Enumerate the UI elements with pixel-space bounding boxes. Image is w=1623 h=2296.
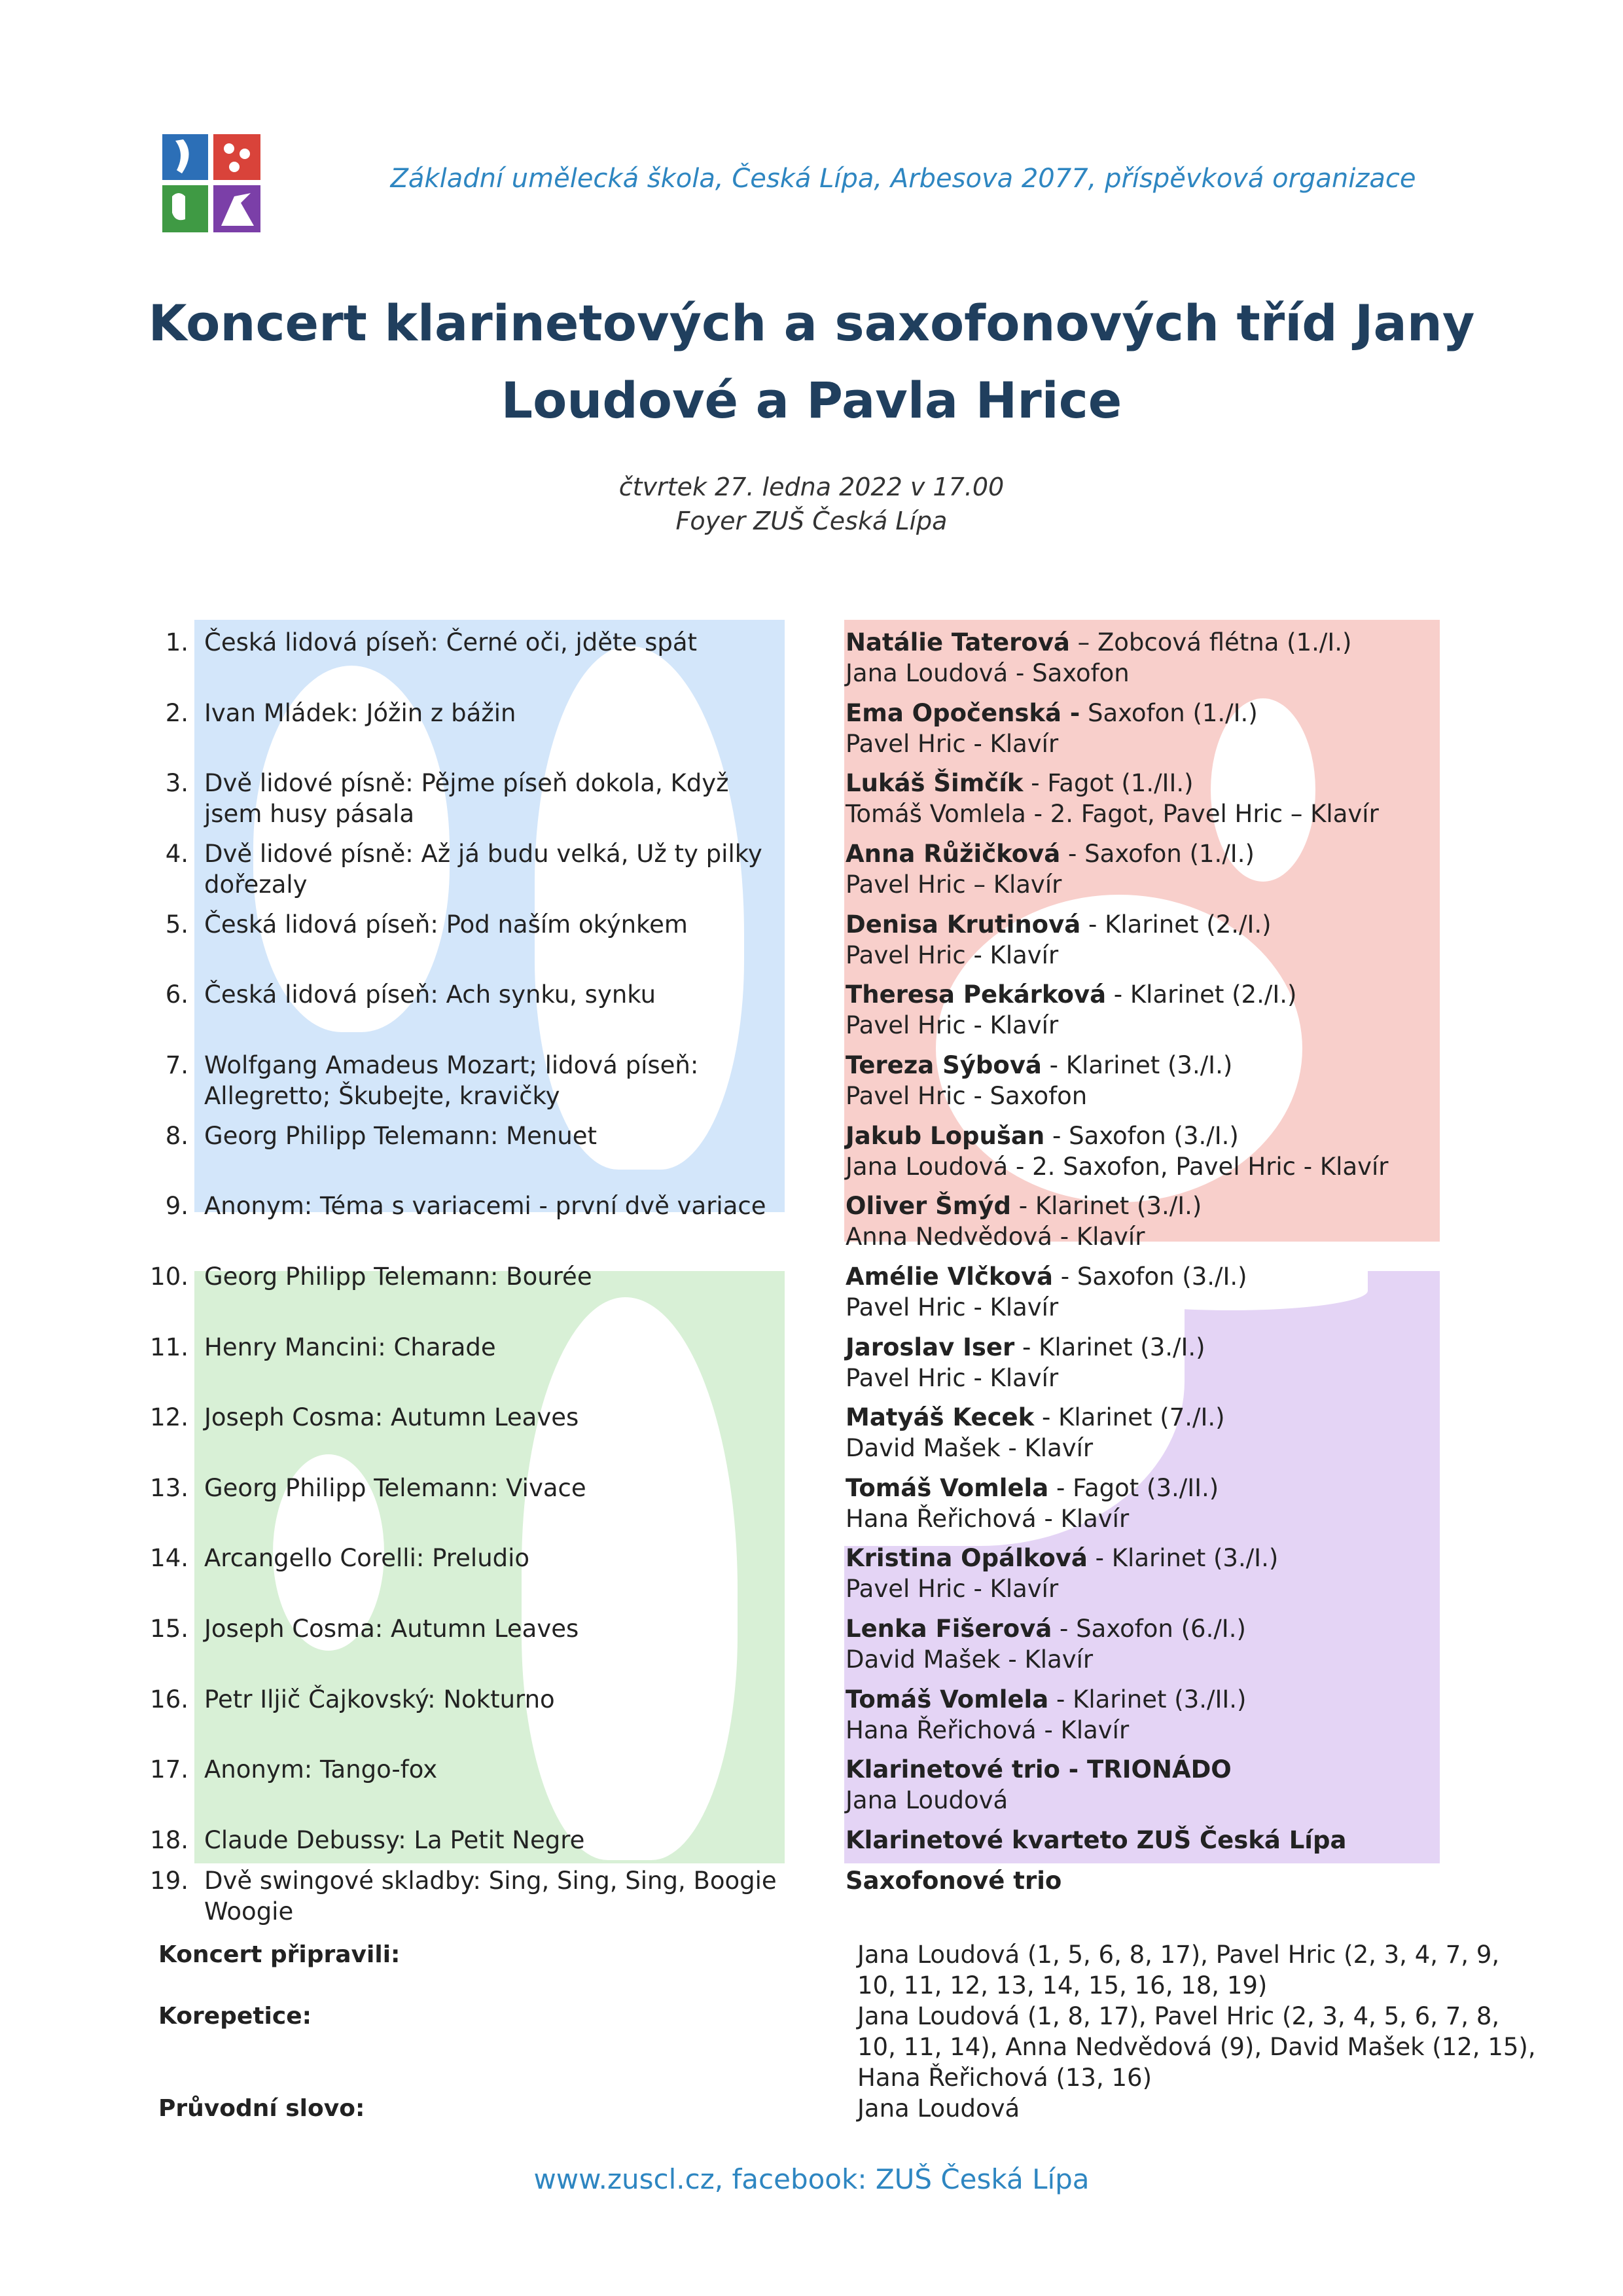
performer-block — [846, 1684, 1500, 1746]
narration-label: Průvodní slovo: — [158, 2095, 365, 2122]
performer-instrument: Klarinet (3./II.) — [1073, 1685, 1247, 1713]
separator: - — [1044, 1122, 1069, 1150]
performer-line — [846, 768, 1500, 798]
performer-block — [846, 909, 1500, 971]
performer-block — [846, 627, 1500, 689]
piece-title: Georg Philipp Telemann: Bourée — [204, 1263, 592, 1291]
performer-instrument: Saxofon (1./I.) — [1084, 840, 1255, 868]
performer-name: Lenka Fišerová — [846, 1615, 1052, 1643]
performer-line — [846, 1261, 1500, 1292]
piece-title: Henry Mancini: Charade — [204, 1333, 496, 1361]
piece-title: Claude Debussy: La Petit Negre — [204, 1826, 585, 1854]
piece-title: Joseph Cosma: Autumn Leaves — [204, 1615, 579, 1643]
concert-title: Koncert klarinetových a saxofonových tříd Jany Loudové a Pavla Hrice — [148, 294, 1475, 429]
accompanist-line: David Mašek - Klavír — [846, 1645, 1094, 1674]
performer-line — [846, 1613, 1500, 1644]
item-number: 17. — [150, 1755, 188, 1784]
separator: - — [1014, 1333, 1039, 1361]
piece-title: Dvě lidové písně: Až já budu velká, Už ty pilky dořezaly — [204, 840, 762, 899]
accompanist-line: Pavel Hric - Klavír — [846, 1575, 1059, 1603]
school-logo — [162, 134, 260, 232]
performer-instrument: Saxofon (6./I.) — [1076, 1615, 1246, 1643]
item-number: 18. — [150, 1826, 188, 1854]
performer-instrument: Fagot (3./II.) — [1073, 1474, 1219, 1502]
item-number: 4. — [165, 840, 188, 868]
performer-block — [846, 1402, 1500, 1463]
performer-line — [846, 698, 1500, 728]
performer-line — [846, 838, 1500, 869]
separator: - — [1060, 840, 1085, 868]
separator: - — [1041, 1051, 1066, 1079]
performer-name: Denisa Krutinová — [846, 910, 1081, 939]
accompanist-line: Pavel Hric - Klavír — [846, 730, 1059, 758]
performer-block — [846, 1613, 1500, 1675]
separator: - — [1106, 980, 1130, 1009]
separator: – — [1069, 628, 1097, 656]
performer-block — [846, 838, 1500, 900]
separator: - — [1048, 1685, 1073, 1713]
piece-title: Georg Philipp Telemann: Menuet — [204, 1122, 597, 1150]
performer-name: Oliver Šmýd — [846, 1192, 1011, 1220]
piece-title: Joseph Cosma: Autumn Leaves — [204, 1403, 579, 1431]
performer-instrument: Zobcová flétna (1./I.) — [1097, 628, 1352, 656]
piece-title: Arcangello Corelli: Preludio — [204, 1544, 530, 1572]
performer-instrument: Saxofon (3./I.) — [1077, 1263, 1247, 1291]
accompanist-line: Jana Loudová — [846, 1786, 1008, 1814]
accompaniment-label: Korepetice: — [158, 2003, 312, 2030]
performer-line — [846, 1332, 1500, 1363]
piece-title: Anonym: Tango-fox — [204, 1755, 438, 1784]
performer-block — [846, 1050, 1500, 1111]
performer-line — [846, 1754, 1500, 1785]
accompanist-line: Pavel Hric – Klavír — [846, 870, 1062, 899]
performer-line — [846, 979, 1500, 1010]
performer-name: Jakub Lopušan — [846, 1122, 1045, 1150]
performer-name: Amélie Vlčková — [846, 1263, 1053, 1291]
item-number: 6. — [165, 980, 188, 1009]
performer-block — [846, 1261, 1500, 1323]
accompanist-line: David Mašek - Klavír — [846, 1434, 1094, 1462]
item-number: 12. — [150, 1403, 188, 1431]
event-date: čtvrtek 27. ledna 2022 v 17.00 — [618, 473, 1005, 501]
item-number: 16. — [150, 1685, 188, 1713]
separator — [1080, 699, 1088, 727]
performer-line — [846, 1473, 1500, 1503]
item-number: 13. — [150, 1474, 188, 1502]
performer-instrument: Klarinet (7./I.) — [1058, 1403, 1225, 1431]
item-number: 10. — [150, 1263, 188, 1291]
item-number: 15. — [150, 1615, 188, 1643]
performer-line — [846, 1402, 1500, 1433]
performer-instrument: Klarinet (2./I.) — [1130, 980, 1297, 1009]
item-number: 7. — [165, 1051, 188, 1079]
item-number: 1. — [165, 628, 188, 656]
accompanist-line: Pavel Hric - Klavír — [846, 1011, 1059, 1039]
piece-title: Georg Philipp Telemann: Vivace — [204, 1474, 586, 1502]
performer-instrument: Klarinet (3./I.) — [1111, 1544, 1279, 1572]
performer-line — [846, 1865, 1500, 1896]
performer-instrument: Klarinet (3./I.) — [1035, 1192, 1202, 1220]
separator: - — [1048, 1474, 1073, 1502]
accompanist-line: Pavel Hric - Saxofon — [846, 1082, 1088, 1110]
performer-name: Tomáš Vomlela — [846, 1685, 1049, 1713]
credits-label: Koncert připravili: — [158, 1941, 401, 1968]
accompanist-line: Jana Loudová - Saxofon — [846, 659, 1130, 687]
performer-line — [846, 909, 1500, 940]
performer-line — [846, 1684, 1500, 1715]
accompanist-line: Hana Řeřichová - Klavír — [846, 1505, 1130, 1533]
performer-instrument: Klarinet (3./I.) — [1065, 1051, 1233, 1079]
performer-name: Theresa Pekárková — [846, 980, 1107, 1009]
separator: - — [1080, 910, 1105, 939]
performer-instrument: Klarinet (2./I.) — [1105, 910, 1272, 939]
performer-name: Klarinetové trio - TRIONÁDO — [846, 1755, 1232, 1784]
item-number: 11. — [150, 1333, 188, 1361]
item-number: 2. — [165, 699, 188, 727]
accompanist-line: Pavel Hric - Klavír — [846, 1364, 1059, 1392]
item-number: 8. — [165, 1122, 188, 1150]
separator: - — [1023, 769, 1048, 797]
performer-block — [846, 1121, 1500, 1182]
piece-title: Dvě lidové písně: Pějme píseň dokola, Když jsem husy pásala — [204, 769, 729, 828]
piece-title: Petr Iljič Čajkovský: Nokturno — [204, 1685, 555, 1713]
event-details — [484, 470, 1139, 538]
accompaniment-value: Jana Loudová (1, 8, 17), Pavel Hric (2, 3, 4, 5, 6, 7, 8, 10, 11, 14), Anna Nedvědová (9), David Mašek (12, 15), Hana Řeřichová (13, 16) — [857, 2002, 1536, 2092]
narration-value: Jana Loudová — [857, 2094, 1020, 2123]
separator: - — [1034, 1403, 1059, 1431]
piece-title: Ivan Mládek: Jóžin z bážin — [204, 699, 516, 727]
accompanist-line: Hana Řeřichová - Klavír — [846, 1716, 1130, 1744]
performer-line — [846, 1050, 1500, 1081]
performer-block — [846, 768, 1500, 829]
school-name: Základní umělecká škola, Česká Lípa, Arbesova 2077, příspěvková organizace — [390, 164, 1416, 194]
performer-name: Natálie Taterová — [846, 628, 1070, 656]
performer-instrument: Klarinet (3./I.) — [1039, 1333, 1205, 1361]
performer-block — [846, 979, 1500, 1041]
separator: - — [1052, 1615, 1077, 1643]
item-number: 3. — [165, 769, 188, 797]
item-number: 9. — [165, 1192, 188, 1220]
performer-name: Jaroslav Iser — [846, 1333, 1015, 1361]
performer-block — [846, 1332, 1500, 1393]
piece-title: Anonym: Téma s variacemi - první dvě variace — [204, 1192, 766, 1220]
performer-block — [846, 1825, 1500, 1856]
piece-title: Česká lidová píseň: Ach synku, synku — [204, 980, 656, 1009]
item-number: 5. — [165, 910, 188, 939]
piece-title: Česká lidová píseň: Černé oči, jděte spát — [204, 628, 698, 656]
performer-name: Kristina Opálková — [846, 1544, 1088, 1572]
piece-title: Dvě swingové skladby: Sing, Sing, Sing, Boogie Woogie — [204, 1867, 777, 1926]
event-venue: Foyer ZUŠ Česká Lípa — [675, 507, 948, 535]
performer-line — [846, 1191, 1500, 1221]
performer-line — [846, 627, 1500, 658]
piece-title: Wolfgang Amadeus Mozart; lidová píseň: Allegretto; Škubejte, kravičky — [204, 1051, 699, 1110]
performer-block — [846, 1473, 1500, 1534]
item-number: 19. — [150, 1867, 188, 1895]
separator: - — [1087, 1544, 1112, 1572]
performer-name: Tomáš Vomlela — [846, 1474, 1049, 1502]
accompanist-line: Anna Nedvědová - Klavír — [846, 1223, 1145, 1251]
performer-name: Anna Růžičková — [846, 840, 1061, 868]
performer-name: Matyáš Kecek — [846, 1403, 1035, 1431]
separator: - — [1053, 1263, 1077, 1291]
separator: - — [1010, 1192, 1035, 1220]
performer-block — [846, 1865, 1500, 1896]
accompanist-line: Tomáš Vomlela - 2. Fagot, Pavel Hric – Klavír — [846, 800, 1379, 828]
performer-line — [846, 1121, 1500, 1151]
performer-name: Saxofonové trio — [846, 1867, 1062, 1895]
performer-block — [846, 1754, 1500, 1816]
performer-instrument: Fagot (1./II.) — [1047, 769, 1194, 797]
performer-instrument: Saxofon (3./I.) — [1069, 1122, 1239, 1150]
piece-title: Česká lidová píseň: Pod naším okýnkem — [204, 910, 688, 939]
item-number: 14. — [150, 1544, 188, 1572]
credits-value: Jana Loudová (1, 5, 6, 8, 17), Pavel Hric (2, 3, 4, 7, 9, 10, 11, 12, 13, 14, 15, 16, 18, 19) — [857, 1941, 1500, 2000]
performer-instrument: Saxofon (1./I.) — [1088, 699, 1258, 727]
performer-name: Klarinetové kvarteto ZUŠ Česká Lípa — [846, 1826, 1347, 1854]
performer-line — [846, 1543, 1500, 1573]
performer-block — [846, 1543, 1500, 1604]
accompanist-line: Pavel Hric - Klavír — [846, 941, 1059, 969]
performer-line — [846, 1825, 1500, 1856]
accompanist-line: Jana Loudová - 2. Saxofon, Pavel Hric - Klavír — [846, 1153, 1389, 1181]
accompanist-line: Pavel Hric - Klavír — [846, 1293, 1059, 1321]
performer-block — [846, 698, 1500, 759]
performer-name: Ema Opočenská - — [846, 699, 1080, 727]
footer-link[interactable]: www.zuscl.cz, facebook: ZUŠ Česká Lípa — [533, 2163, 1090, 2195]
performer-name: Tereza Sýbová — [846, 1051, 1042, 1079]
performer-name: Lukáš Šimčík — [846, 769, 1024, 797]
performer-block — [846, 1191, 1500, 1252]
